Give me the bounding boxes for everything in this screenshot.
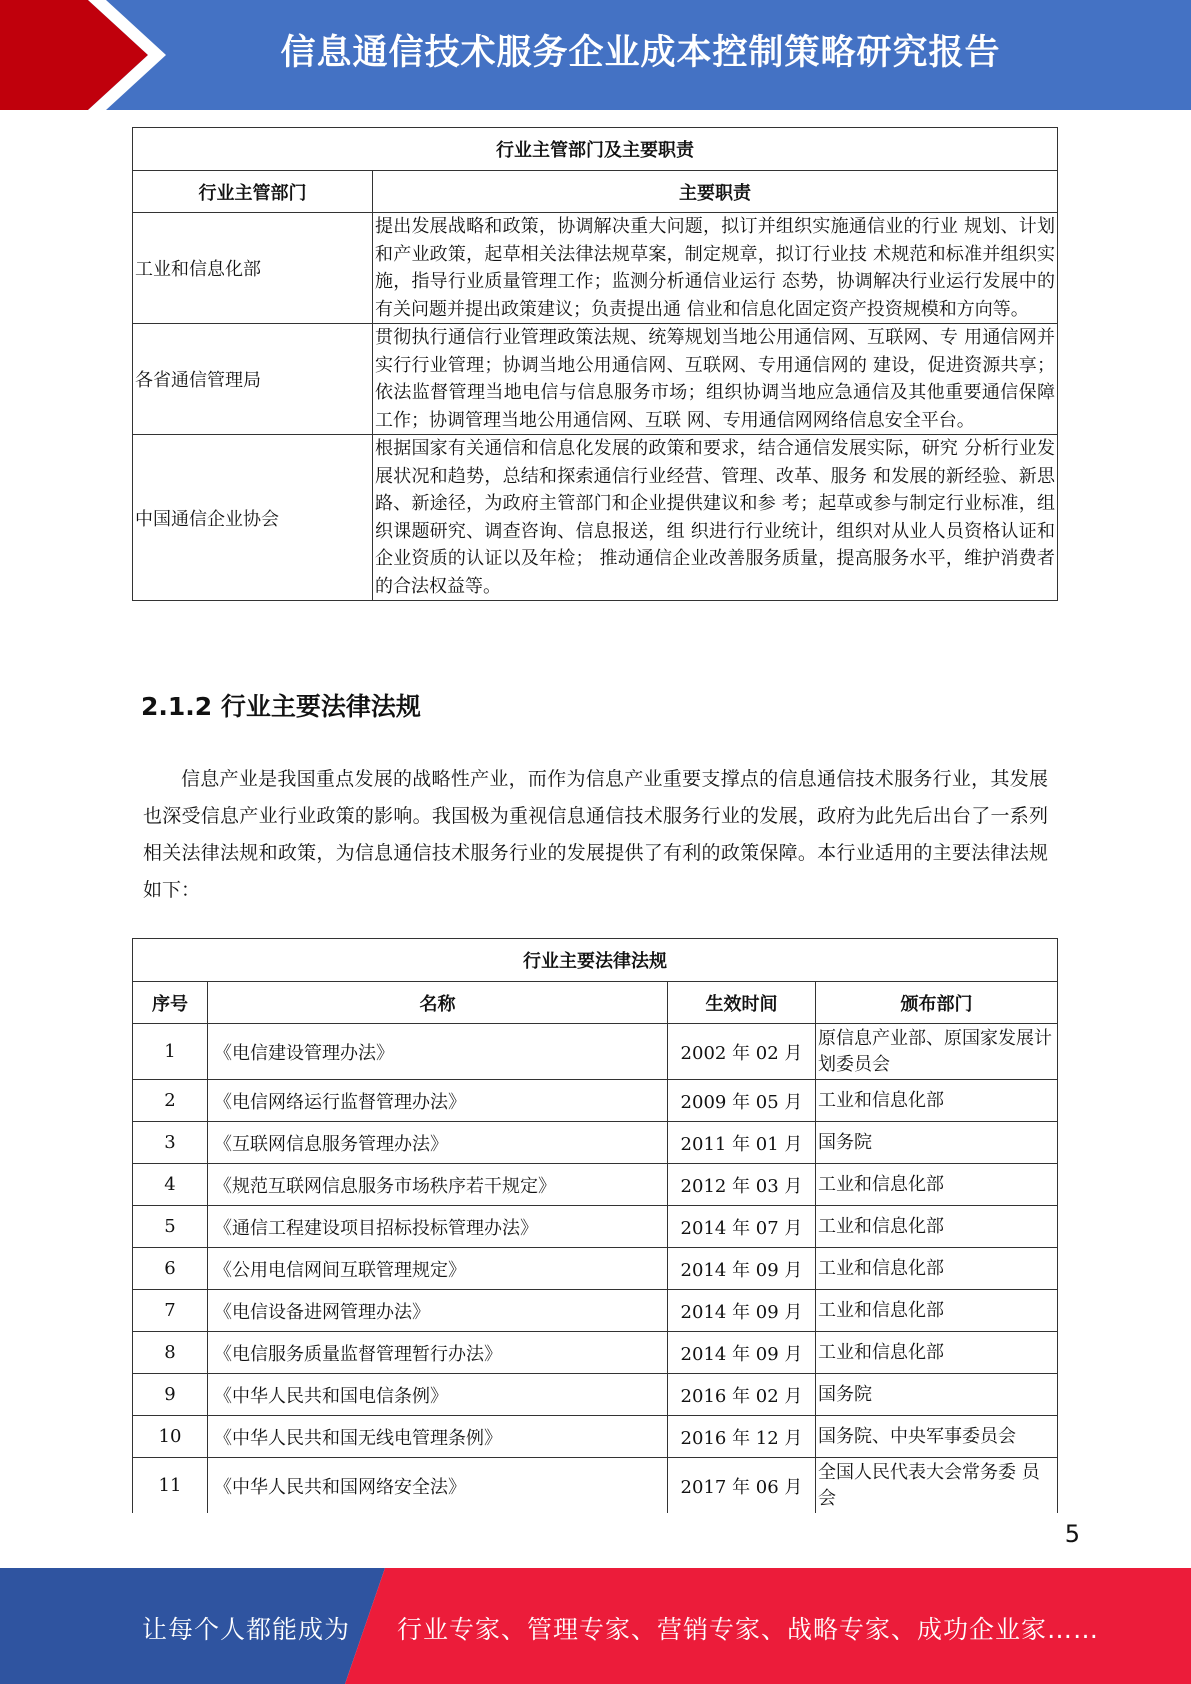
table-caption: 行业主要法律法规 bbox=[133, 939, 1058, 982]
table-row bbox=[133, 1290, 1058, 1332]
issuing-dept: 工业和信息化部 bbox=[816, 1248, 1058, 1290]
table-row bbox=[133, 1122, 1058, 1164]
row-number: 2 bbox=[133, 1080, 208, 1122]
section-title: 2.1.2 行业主要法律法规 bbox=[141, 692, 421, 721]
table-row bbox=[133, 1248, 1058, 1290]
table-row bbox=[133, 435, 1058, 601]
table-row bbox=[133, 1080, 1058, 1122]
column-header: 序号 bbox=[133, 982, 208, 1024]
law-name: 《公用电信网间互联管理规定》 bbox=[208, 1248, 668, 1290]
effective-date: 2002 年 02 月 bbox=[668, 1024, 816, 1080]
dept-cell: 各省通信管理局 bbox=[133, 324, 373, 435]
table-row bbox=[133, 1332, 1058, 1374]
law-name: 《中华人民共和国电信条例》 bbox=[208, 1374, 668, 1416]
row-number: 9 bbox=[133, 1374, 208, 1416]
table-caption: 行业主管部门及主要职责 bbox=[133, 128, 1058, 171]
page-header bbox=[0, 0, 1191, 110]
dept-cell: 中国通信企业协会 bbox=[133, 435, 373, 601]
table-row bbox=[133, 1374, 1058, 1416]
row-number: 8 bbox=[133, 1332, 208, 1374]
page-number: 5 bbox=[1064, 1520, 1080, 1548]
duty-cell: 提出发展战略和政策，协调解决重大问题，拟订并组织实施通信业的行业 规划、计划和产业政策，起草相关法律法规草案，制定规章，拟订行业技 术规范和标准并组织实施，指导行业质量管理工作；监测分析通信业运行 态势，协调解决行业运行发展中的有关问题并提出政策建议；负责提出通 信业和信息化固定资产投资规模和方向等。 bbox=[373, 213, 1058, 324]
row-number: 1 bbox=[133, 1024, 208, 1080]
column-header: 主要职责 bbox=[373, 171, 1058, 213]
law-name: 《电信建设管理办法》 bbox=[208, 1024, 668, 1080]
issuing-dept: 原信息产业部、原国家发展计划委员会 bbox=[816, 1024, 1058, 1080]
column-header: 生效时间 bbox=[668, 982, 816, 1024]
column-header: 颁布部门 bbox=[816, 982, 1058, 1024]
table-row bbox=[133, 213, 1058, 324]
law-name: 《电信服务质量监督管理暂行办法》 bbox=[208, 1332, 668, 1374]
effective-date: 2014 年 07 月 bbox=[668, 1206, 816, 1248]
row-number: 4 bbox=[133, 1164, 208, 1206]
row-number: 3 bbox=[133, 1122, 208, 1164]
effective-date: 2009 年 05 月 bbox=[668, 1080, 816, 1122]
row-number: 6 bbox=[133, 1248, 208, 1290]
effective-date: 2012 年 03 月 bbox=[668, 1164, 816, 1206]
issuing-dept: 工业和信息化部 bbox=[816, 1164, 1058, 1206]
row-number: 7 bbox=[133, 1290, 208, 1332]
issuing-dept: 工业和信息化部 bbox=[816, 1080, 1058, 1122]
law-name: 《中华人民共和国网络安全法》 bbox=[208, 1458, 668, 1514]
laws-table bbox=[132, 938, 1058, 1513]
regulator-duties-table bbox=[132, 127, 1058, 601]
table-row bbox=[133, 1416, 1058, 1458]
law-name: 《电信设备进网管理办法》 bbox=[208, 1290, 668, 1332]
footer-slogan-right: 行业专家、管理专家、营销专家、战略专家、成功企业家…… bbox=[397, 1615, 1100, 1644]
table-row bbox=[133, 1024, 1058, 1080]
body-paragraph: 信息产业是我国重点发展的战略性产业，而作为信息产业重要支撑点的信息通信技术服务行业，其发展也深受信息产业行业政策的影响。我国极为重视信息通信技术服务行业的发展，政府为此先后出台了一系列相关法律法规和政策，为信息通信技术服务行业的发展提供了有利的政策保障。本行业适用的主要法律法规如下： bbox=[143, 768, 1048, 901]
effective-date: 2016 年 12 月 bbox=[668, 1416, 816, 1458]
effective-date: 2011 年 01 月 bbox=[668, 1122, 816, 1164]
issuing-dept: 全国人民代表大会常务委 员会 bbox=[816, 1458, 1058, 1514]
row-number: 5 bbox=[133, 1206, 208, 1248]
dept-cell: 工业和信息化部 bbox=[133, 213, 373, 324]
law-name: 《规范互联网信息服务市场秩序若干规定》 bbox=[208, 1164, 668, 1206]
table-row bbox=[133, 324, 1058, 435]
column-header: 名称 bbox=[208, 982, 668, 1024]
effective-date: 2014 年 09 月 bbox=[668, 1332, 816, 1374]
row-number: 11 bbox=[133, 1458, 208, 1514]
effective-date: 2017 年 06 月 bbox=[668, 1458, 816, 1514]
effective-date: 2014 年 09 月 bbox=[668, 1290, 816, 1332]
report-title: 信息通信技术服务企业成本控制策略研究报告 bbox=[280, 33, 1001, 73]
law-name: 《通信工程建设项目招标投标管理办法》 bbox=[208, 1206, 668, 1248]
row-number: 10 bbox=[133, 1416, 208, 1458]
duty-cell: 根据国家有关通信和信息化发展的政策和要求，结合通信发展实际，研究 分析行业发展状况和趋势，总结和探索通信行业经营、管理、改革、服务 和发展的新经验、新思路、新途径，为政府主管部门和企业提供建议和参 考；起草或参与制定行业标准，组织课题研究、调查咨询、信息报送，组 织进行行业统计，组织对从业人员资格认证和企业资质的认证以及年检； 推动通信企业改善服务质量，提高服务水平，维护消费者的合法权益等。 bbox=[373, 435, 1058, 601]
column-header: 行业主管部门 bbox=[133, 171, 373, 213]
footer-slogan-left: 让每个人都能成为 bbox=[142, 1615, 351, 1644]
law-name: 《电信网络运行监督管理办法》 bbox=[208, 1080, 668, 1122]
issuing-dept: 国务院 bbox=[816, 1374, 1058, 1416]
table-row bbox=[133, 1458, 1058, 1514]
effective-date: 2014 年 09 月 bbox=[668, 1248, 816, 1290]
table-row bbox=[133, 1206, 1058, 1248]
table-row bbox=[133, 1164, 1058, 1206]
issuing-dept: 国务院、中央军事委员会 bbox=[816, 1416, 1058, 1458]
law-name: 《中华人民共和国无线电管理条例》 bbox=[208, 1416, 668, 1458]
issuing-dept: 工业和信息化部 bbox=[816, 1332, 1058, 1374]
issuing-dept: 工业和信息化部 bbox=[816, 1290, 1058, 1332]
law-name: 《互联网信息服务管理办法》 bbox=[208, 1122, 668, 1164]
page-footer bbox=[0, 1568, 1191, 1684]
issuing-dept: 工业和信息化部 bbox=[816, 1206, 1058, 1248]
effective-date: 2016 年 02 月 bbox=[668, 1374, 816, 1416]
duty-cell: 贯彻执行通信行业管理政策法规、统筹规划当地公用通信网、互联网、专 用通信网并实行行业管理；协调当地公用通信网、互联网、专用通信网的 建设，促进资源共享；依法监督管理当地电信与信息服务市场；组织协调当地应急通信及其他重要通信保障工作；协调管理当地公用通信网、互联 网、专用通信网网络信息安全平台。 bbox=[373, 324, 1058, 435]
issuing-dept: 国务院 bbox=[816, 1122, 1058, 1164]
